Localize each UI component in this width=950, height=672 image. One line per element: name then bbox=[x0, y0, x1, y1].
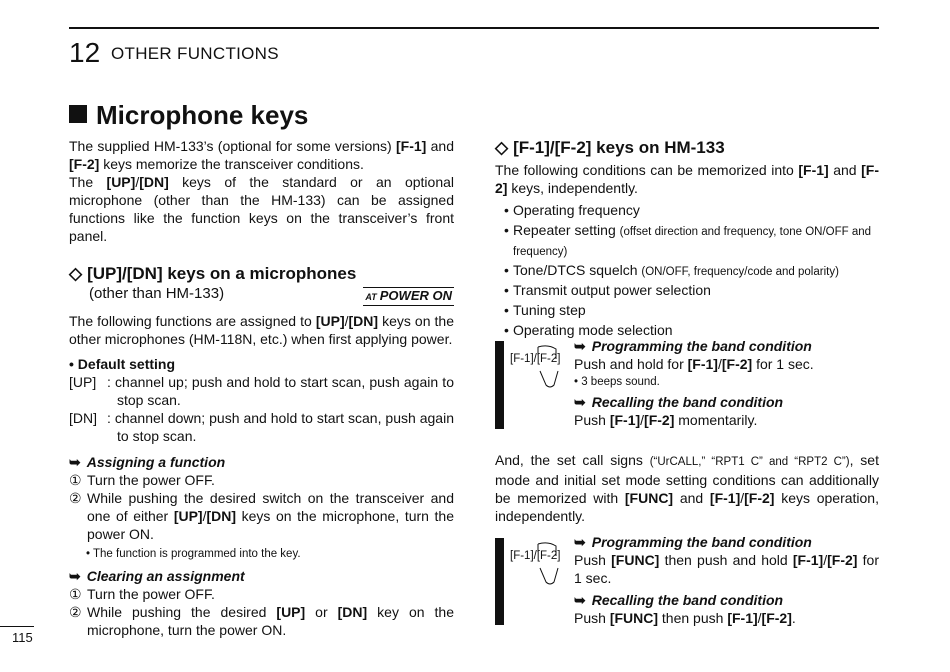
default-row-up: [UP] : channel up; push and hold to start scan, push again to stop scan. bbox=[69, 374, 454, 408]
list-item: • Tuning step bbox=[513, 301, 879, 321]
intro-paragraph-2: The [UP]/[DN] keys of the standard or an optional microphone (other than the HM-133) can be assigned functions like the function keys on the transceiver’s front panel. bbox=[69, 174, 454, 244]
chapter-title: OTHER FUNCTIONS bbox=[111, 44, 279, 63]
list-item: • Operating mode selection bbox=[513, 321, 879, 341]
key-box-2 bbox=[495, 533, 879, 625]
right-column bbox=[495, 137, 879, 341]
arrow-icon: ➥ bbox=[69, 568, 81, 584]
vertical-bar bbox=[495, 538, 504, 625]
square-bullet-icon bbox=[69, 105, 87, 123]
fkeys-list bbox=[495, 201, 879, 341]
list-item: • Operating frequency bbox=[513, 201, 879, 221]
clear-step-2: ② While pushing the desired [UP] or [DN] key on the microphone, turn the power ON. bbox=[69, 604, 454, 638]
key-box-1 bbox=[495, 337, 879, 429]
power-on-tag: AT POWER ON bbox=[363, 287, 454, 306]
mic-key-icon bbox=[510, 538, 570, 588]
updn-subtitle: (other than HM-133) bbox=[89, 285, 225, 302]
updn-subheading: ◇ [UP]/[DN] keys on a microphones bbox=[69, 264, 357, 283]
arrow-icon: ➥ bbox=[574, 534, 586, 550]
section-heading: Microphone keys bbox=[69, 100, 308, 130]
fkeys-intro: The following conditions can be memorized into [F-1] and [F-2] keys, independently. bbox=[495, 162, 880, 196]
default-setting-label: • Default setting bbox=[69, 356, 176, 372]
key-label: [F-1]/[F-2] bbox=[510, 353, 561, 365]
arrow-icon: ➥ bbox=[574, 338, 586, 354]
clear-step-1: ① Turn the power OFF. bbox=[69, 586, 215, 602]
clear-heading: ➥ Clearing an assignment bbox=[69, 568, 245, 584]
list-item: • Repeater setting (offset direction and frequency, tone ON/OFF and frequency) bbox=[513, 221, 879, 261]
assign-note: • The function is programmed into the key. bbox=[86, 548, 301, 560]
vertical-bar bbox=[495, 341, 504, 429]
header-rule bbox=[69, 27, 879, 29]
list-item: • Transmit output power selection bbox=[513, 281, 879, 301]
page-number: 115 bbox=[12, 630, 33, 645]
assign-step-1: ① Turn the power OFF. bbox=[69, 472, 215, 488]
updn-description: The following functions are assigned to [UP]/[DN] keys on the other microphones (HM-118N, etc.) when first applying power. bbox=[69, 313, 454, 347]
key-box-2-text: ➥ Programming the band condition Push [FUNC] then push and hold [F-1]/[F-2] for 1 sec. ➥ Recalling the band condition Push [FUNC] then push [F-1]/[F-2]. bbox=[574, 534, 879, 626]
diamond-icon: ◇ bbox=[69, 264, 83, 283]
default-row-dn: [DN] : channel down; push and hold to start scan, push again to stop scan. bbox=[69, 410, 454, 444]
assign-heading: ➥ Assigning a function bbox=[69, 454, 226, 470]
key-label: [F-1]/[F-2] bbox=[510, 550, 561, 562]
chapter-number: 12 bbox=[69, 37, 101, 68]
callsign-paragraph: And, the set call signs (“UrCALL,” “RPT1 C” and “RPT2 C”), set mode and initial set mode setting conditions can additionally be memorized with [FUNC] and [F-1]/[F-2] keys operation, independently. bbox=[495, 452, 879, 524]
intro-paragraph-1: The supplied HM-133’s (optional for some versions) [F-1] and [F-2] keys memorize the transceiver conditions. bbox=[69, 138, 454, 172]
key-box-1-text: ➥ Programming the band condition Push and hold for [F-1]/[F-2] for 1 sec. • 3 beeps sound. ➥ Recalling the band condition Push [F-1]/[F-2] momentarily. bbox=[574, 338, 814, 428]
arrow-icon: ➥ bbox=[574, 592, 586, 608]
arrow-icon: ➥ bbox=[574, 394, 586, 410]
arrow-icon: ➥ bbox=[69, 454, 81, 470]
diamond-icon: ◇ bbox=[495, 138, 509, 157]
fkeys-subheading: ◇ [F-1]/[F-2] keys on HM-133 bbox=[495, 138, 725, 157]
mic-key-icon bbox=[510, 341, 570, 391]
assign-step-2: ② While pushing the desired switch on the transceiver and one of either [UP]/[DN] keys on the microphone, turn the power ON. bbox=[69, 490, 454, 542]
page-number-rule bbox=[0, 626, 34, 627]
left-column bbox=[69, 137, 454, 639]
list-item: • Tone/DTCS squelch (ON/OFF, frequency/code and polarity) bbox=[513, 261, 879, 281]
